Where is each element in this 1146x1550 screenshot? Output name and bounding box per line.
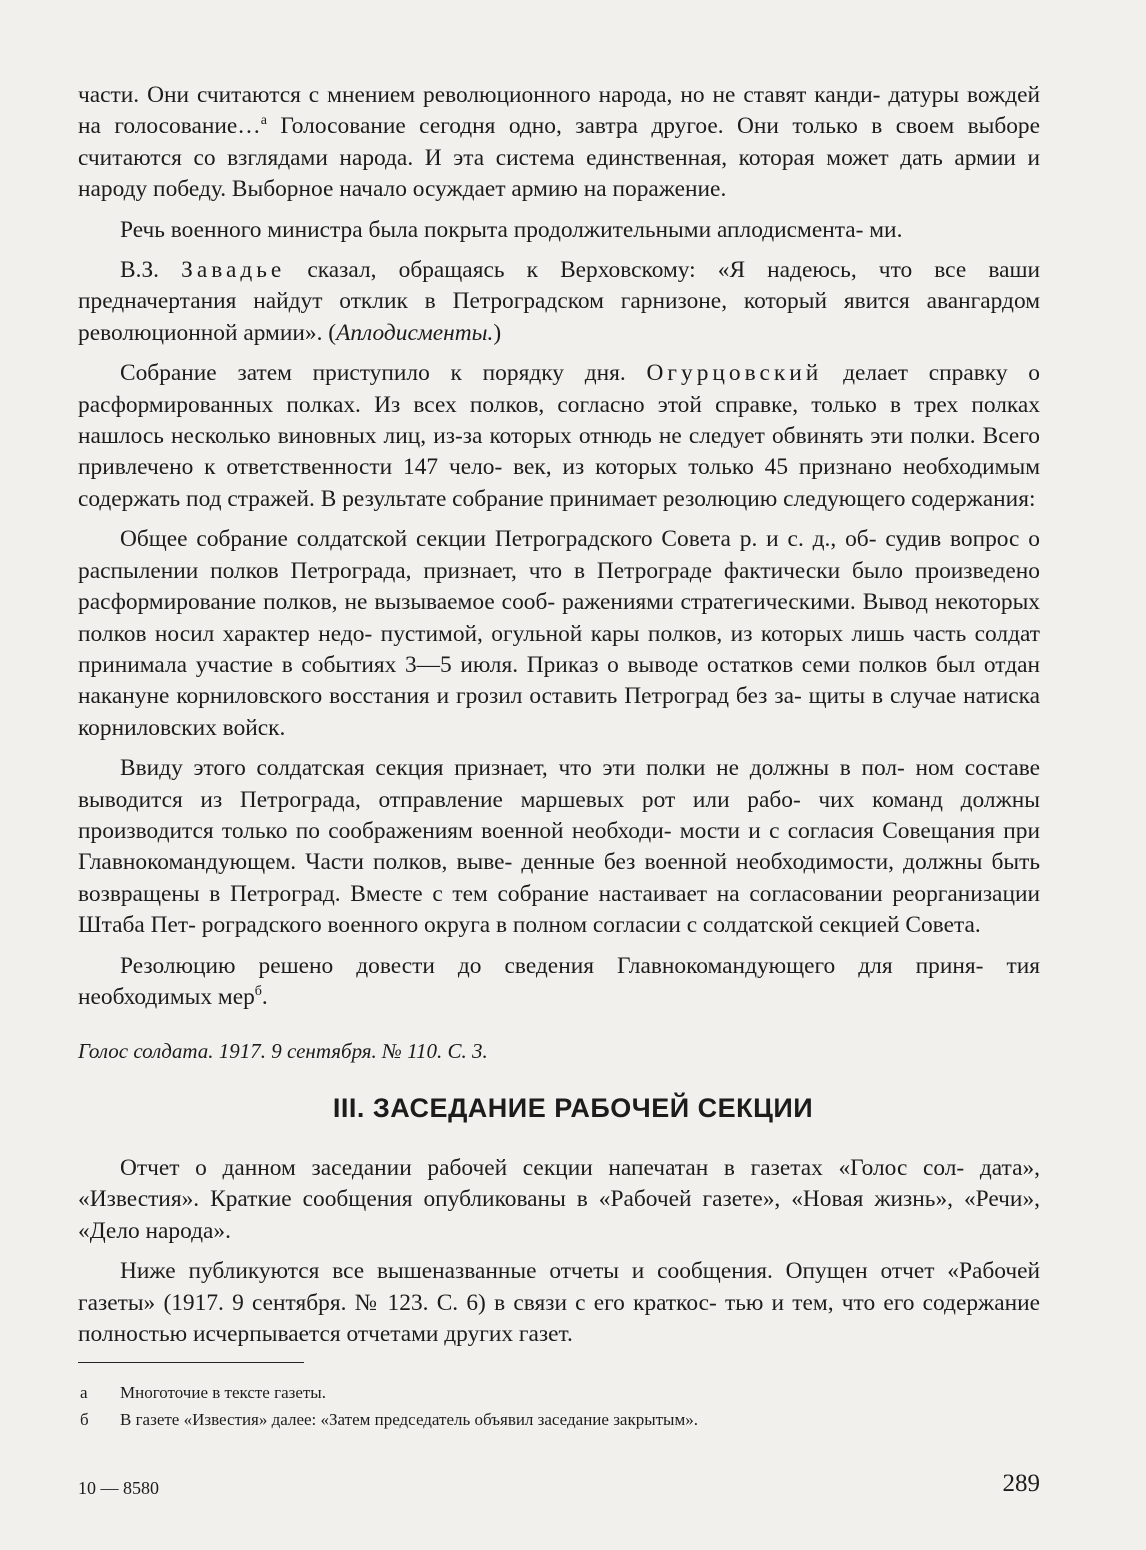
paragraph-2: Речь военного министра была покрыта продолжительными аплодисмента- ми.: [120, 216, 903, 243]
speaker-name: Огурцовский: [646, 360, 823, 387]
footnote-ref-b: б: [254, 983, 262, 999]
paragraph-6: Ввиду этого солдатская секция признает, что эти полки не должны в пол- ном составе выводится из Петрограда, отправление маршевых рот или рабо- чих команд должны производится только по соображениям военной необходи- мости и с согласия Совещания при Главнокомандующем. Части полков, выве- денные без военной необходимости, должны быть возвращены в Петроград. Вместе с тем собрание настаивает на согласовании реорганизации Штаба Пет- роградского военного округа в полном согласии с солдатской секцией Совета.: [78, 755, 1040, 939]
print-signature: 10 — 8580: [78, 1478, 159, 1498]
footnote-ref-a: а: [260, 113, 267, 129]
paragraph-5: Общее собрание солдатской секции Петроградского Совета р. и с. д., об- судив вопрос о распылении полков Петрограда, признает, что в Петрограде фактически было произведено расформирование полков, не вызываемое сооб- ражениями стратегическими. Вывод некоторых полков носил характер недо- пустимой, огульной кары полков, из которых лишь часть солдат принимала участие в событиях 3—5 июля. Приказ о выводе остатков семи полков был отдан накануне корниловского восстания и грозил оставить Петроград без за- щиты в случае натиска корниловских войск.: [78, 526, 1040, 741]
paragraph-7: Резолюцию решено довести до сведения Главнокомандующего для приня- тия необходимых мер$^б$.: [78, 952, 1040, 1010]
paragraph-4: Собрание затем приступило к порядку дня. Огурцовский делает справку о расформированных полках. Из всех полков, согласно этой справке, только в трех полках нашлось несколько виновных лиц, из-за которых отнюдь не следует обвинять эти полки. Всего привлечено к ответственности 147 чело- век, из которых только 45 признано необходимым содержать под стражей. В результате собрание принимает резолюцию следующего содержания:: [78, 360, 1040, 512]
section-text: [78, 1153, 1040, 1359]
footnote-divider: [78, 1362, 304, 1363]
paragraph-3: В.З. Завадье сказал, обращаясь к Верховскому: «Я надеюсь, что все ваши предначертания найдут отклик в Петроградском гарнизоне, который явится авангардом революционной армии». (Аплодисменты.): [78, 257, 1040, 346]
page-number: 289: [1002, 1470, 1040, 1497]
footnote-a: а Многоточие в тексте газеты.: [80, 1383, 326, 1402]
section-title: III. ЗАСЕДАНИЕ РАБОЧЕЙ СЕКЦИИ: [332, 1093, 814, 1123]
paragraph-9: Ниже публикуются все вышеназванные отчеты и сообщения. Опущен отчет «Рабочей газеты» (1917. 9 сентября. № 123. С. 6) в связи с его краткос- тью и тем, что его содержание полностью исчерпывается отчетами других газет.: [78, 1258, 1040, 1348]
remark: Аплодисменты.: [336, 319, 494, 346]
paragraph-8: Отчет о данном заседании рабочей секции напечатан в газетах «Голос сол- дата», «Известия». Краткие сообщения опубликованы в «Рабочей газете», «Новая жизнь», «Речи», «Дело народа».: [78, 1155, 1040, 1244]
speaker-name: Завадье: [181, 257, 286, 284]
paragraph-1: части. Они считаются с мнением революционного народа, но не ставят канди- датуры вождей на голосование…$^а$ Голосование сегодня одно, завтра другое. Они только в своем выборе считаются со взглядами народа. И эта система единственная, которая может дать армии и народу победу. Выборное начало осуждает армию на поражение.: [78, 82, 1040, 203]
footnote-b: б В газете «Известия» далее: «Затем председатель объявил заседание закрытым».: [80, 1410, 698, 1429]
main-text: [78, 80, 1040, 1022]
source-citation: Голос солдата. 1917. 9 сентября. № 110. С. 3.: [78, 1039, 488, 1063]
